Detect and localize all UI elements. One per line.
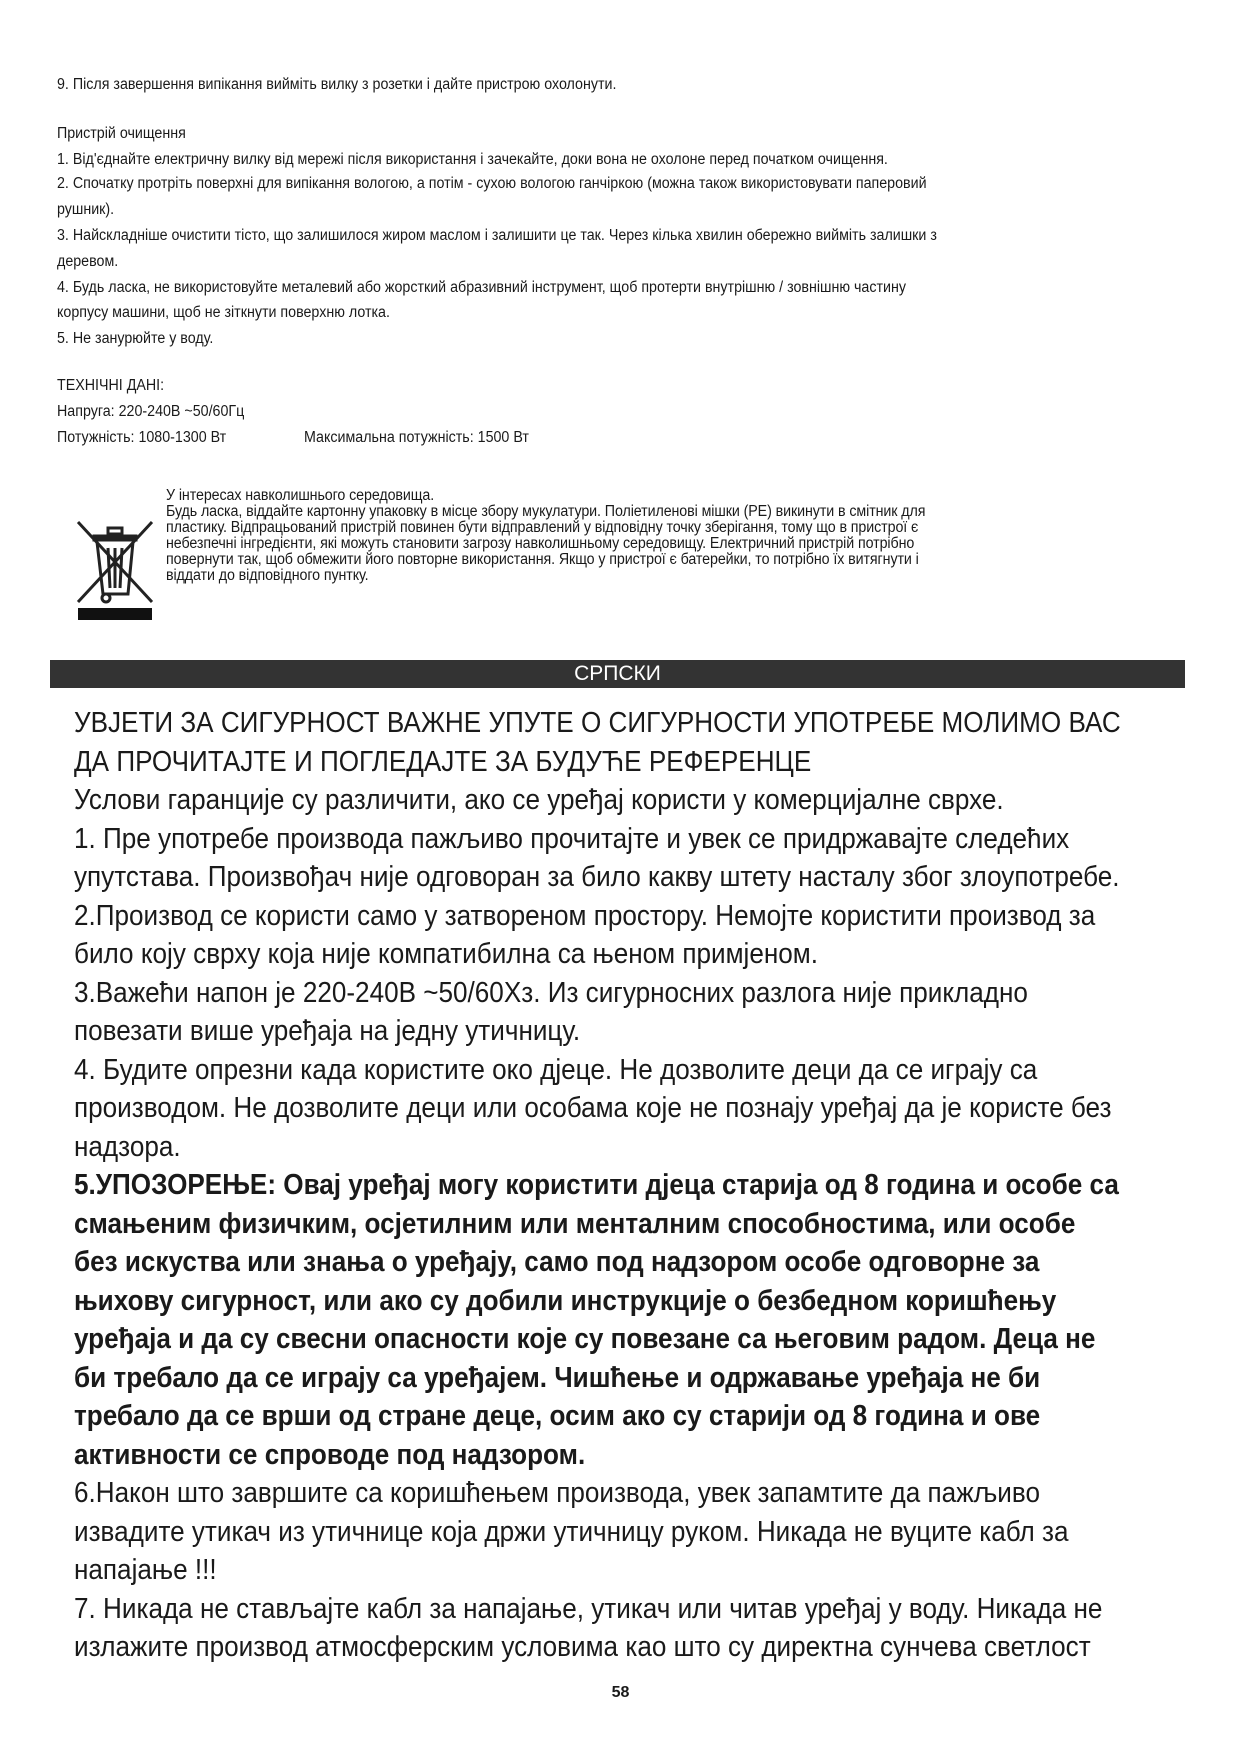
eco-notice-line: У інтересах навколишнього середовища. bbox=[166, 487, 435, 504]
ua-cleaning-line: корпусу машини, щоб не зіткнути поверхню лотка. bbox=[57, 304, 390, 321]
sr-warning-line: смањеним физичким, осјетилним или менталним способностима, или особе bbox=[74, 1207, 1076, 1240]
sr-line: упутстава. Произвођач није одговоран за било какву штету насталу због злоупотребе. bbox=[74, 861, 1120, 893]
sr-line: ДА ПРОЧИТАЈТЕ И ПОГЛЕДАЈТЕ ЗА БУДУЋЕ РЕФЕРЕНЦЕ bbox=[74, 745, 812, 778]
eco-notice-line: пластику. Відпрацьований пристрій повинен бути відправлений у відповідну точку зберігання, тому що в пристрої є bbox=[166, 519, 919, 536]
sr-line: 2.Производ се користи само у затвореном простору. Немојте користити производ за bbox=[74, 899, 1096, 932]
ua-cleaning-line: 2. Спочатку протріть поверхні для випікання вологою, а потім - сухою вологою ганчіркою (можна також використовувати паперовий bbox=[57, 175, 927, 192]
serbian-instructions bbox=[74, 704, 1154, 1667]
sr-line: УВЈЕТИ ЗА СИГУРНОСТ ВАЖНЕ УПУТЕ О СИГУРНОСТИ УПОТРЕБЕ МОЛИМО ВАС bbox=[74, 707, 1121, 739]
ua-cleaning-title: Пристрій очищення bbox=[57, 125, 186, 142]
ua-power: Потужність: 1080-1300 Вт bbox=[57, 429, 227, 446]
sr-warning-line: 5.УПОЗОРЕЊЕ: Овај уређај могу користити дјеца старија од 8 година и особе са bbox=[74, 1169, 1119, 1201]
ua-max-power: Максимальна потужність: 1500 Вт bbox=[304, 429, 529, 446]
ua-tech-title: ТЕХНІЧНІ ДАНІ: bbox=[57, 377, 165, 394]
page-number: 58 bbox=[611, 1684, 630, 1701]
sr-warning-line: без искуства или знања о уређају, само под надзором особе одговорне за bbox=[74, 1246, 1040, 1278]
sr-line: излажите производ атмосферским условима као што су директна сунчева светлост bbox=[74, 1631, 1091, 1663]
sr-warning-line: требало да се врши од стране деце, осим ако су старији од 8 година и ове bbox=[74, 1400, 1041, 1432]
eco-notice-line: Будь ласка, віддайте картонну упаковку в місце збору мукулатури. Поліетиленові мішки (PE) викинути в смітник для bbox=[166, 503, 926, 520]
sr-line: повезати више уређаја на једну утичницу. bbox=[74, 1015, 581, 1047]
eco-notice-line: повернути так, щоб обмежити його повторне використання. Якщо у пристрої є батерейки, то потрібно їх витягнути і bbox=[166, 551, 919, 568]
sr-warning-line: би требало да се играју са уређајем. Чишћење и одржавање уређаја не би bbox=[74, 1361, 1041, 1394]
ua-cleaning-line: рушник). bbox=[57, 201, 115, 218]
eco-notice bbox=[166, 488, 925, 584]
sr-line: 6.Након што завршите са коришћењем производа, увек запамтите да пажљиво bbox=[74, 1477, 1040, 1509]
sr-warning-line: уређаја и да су свесни опасности које су повезане са његовим радом. Деца не bbox=[74, 1323, 1096, 1355]
sr-warning-line: активности се спроводе под надзором. bbox=[74, 1438, 586, 1471]
sr-line: 7. Никада не стављајте кабл за напајање, утикач или читав уређај у воду. Никада не bbox=[74, 1592, 1103, 1625]
eco-notice-line: небезпечні інгредієнти, які можуть становити загрозу навколишньому середовищу. Електричний пристрій потрібно bbox=[166, 535, 915, 552]
sr-line: напајање !!! bbox=[74, 1554, 217, 1586]
sr-line: 3.Важећи напон је 220-240В ~50/60Хз. Из сигурносних разлога није прикладно bbox=[74, 976, 1028, 1009]
sr-line: извадите утикач из утичнице која држи утичницу руком. Никада не вуците кабл за bbox=[74, 1515, 1069, 1548]
ua-step-9: 9. Після завершення випікання вийміть вилку з розетки і дайте пристрою охолонути. bbox=[57, 76, 617, 93]
sr-line: надзора. bbox=[74, 1130, 181, 1163]
sr-line: производом. Не дозволите деци или особама које не познају уређај да је користе без bbox=[74, 1092, 1112, 1124]
sr-line: Услови гаранције су различити, ако се уређај користи у комерцијалне сврхе. bbox=[74, 784, 1004, 816]
sr-warning-line: њихову сигурност, или ако су добили инструкције о безбедном коришћењу bbox=[74, 1284, 1057, 1317]
sr-line: 4. Будите опрезни када користите око дјеце. Не дозволите деци да се играју са bbox=[74, 1053, 1038, 1086]
sr-line: 1. Пре употребе производа пажљиво прочитајте и увек се придржавајте следећих bbox=[74, 822, 1070, 855]
eco-notice-line: віддати до відповідного пунтку. bbox=[166, 567, 369, 584]
sr-line: било коју сврху која није компатибилна са њеном примјеном. bbox=[74, 938, 818, 970]
ua-cleaning-line: 5. Не занурюйте у воду. bbox=[57, 330, 214, 347]
crossed-out-wheelie-bin-icon bbox=[72, 516, 158, 620]
ua-cleaning-line: деревом. bbox=[57, 253, 119, 270]
ua-cleaning-line: 3. Найскладніше очистити тісто, що залишилося жиром маслом і залишити це так. Через кілька хвилин обережно вийміть залишки з bbox=[57, 227, 937, 244]
ua-voltage: Напруга: 220-240В ~50/60Гц bbox=[57, 403, 245, 420]
ua-cleaning-line: 1. Від'єднайте електричну вилку від мережі після використання і зачекайте, доки вона не охолоне перед початком очищення. bbox=[57, 151, 888, 168]
ua-cleaning-line: 4. Будь ласка, не використовуйте металевий або жорсткий абразивний інструмент, щоб протерти внутрішню / зовнішню частину bbox=[57, 279, 906, 296]
section-banner-serbian: СРПСКИ bbox=[50, 660, 1185, 688]
